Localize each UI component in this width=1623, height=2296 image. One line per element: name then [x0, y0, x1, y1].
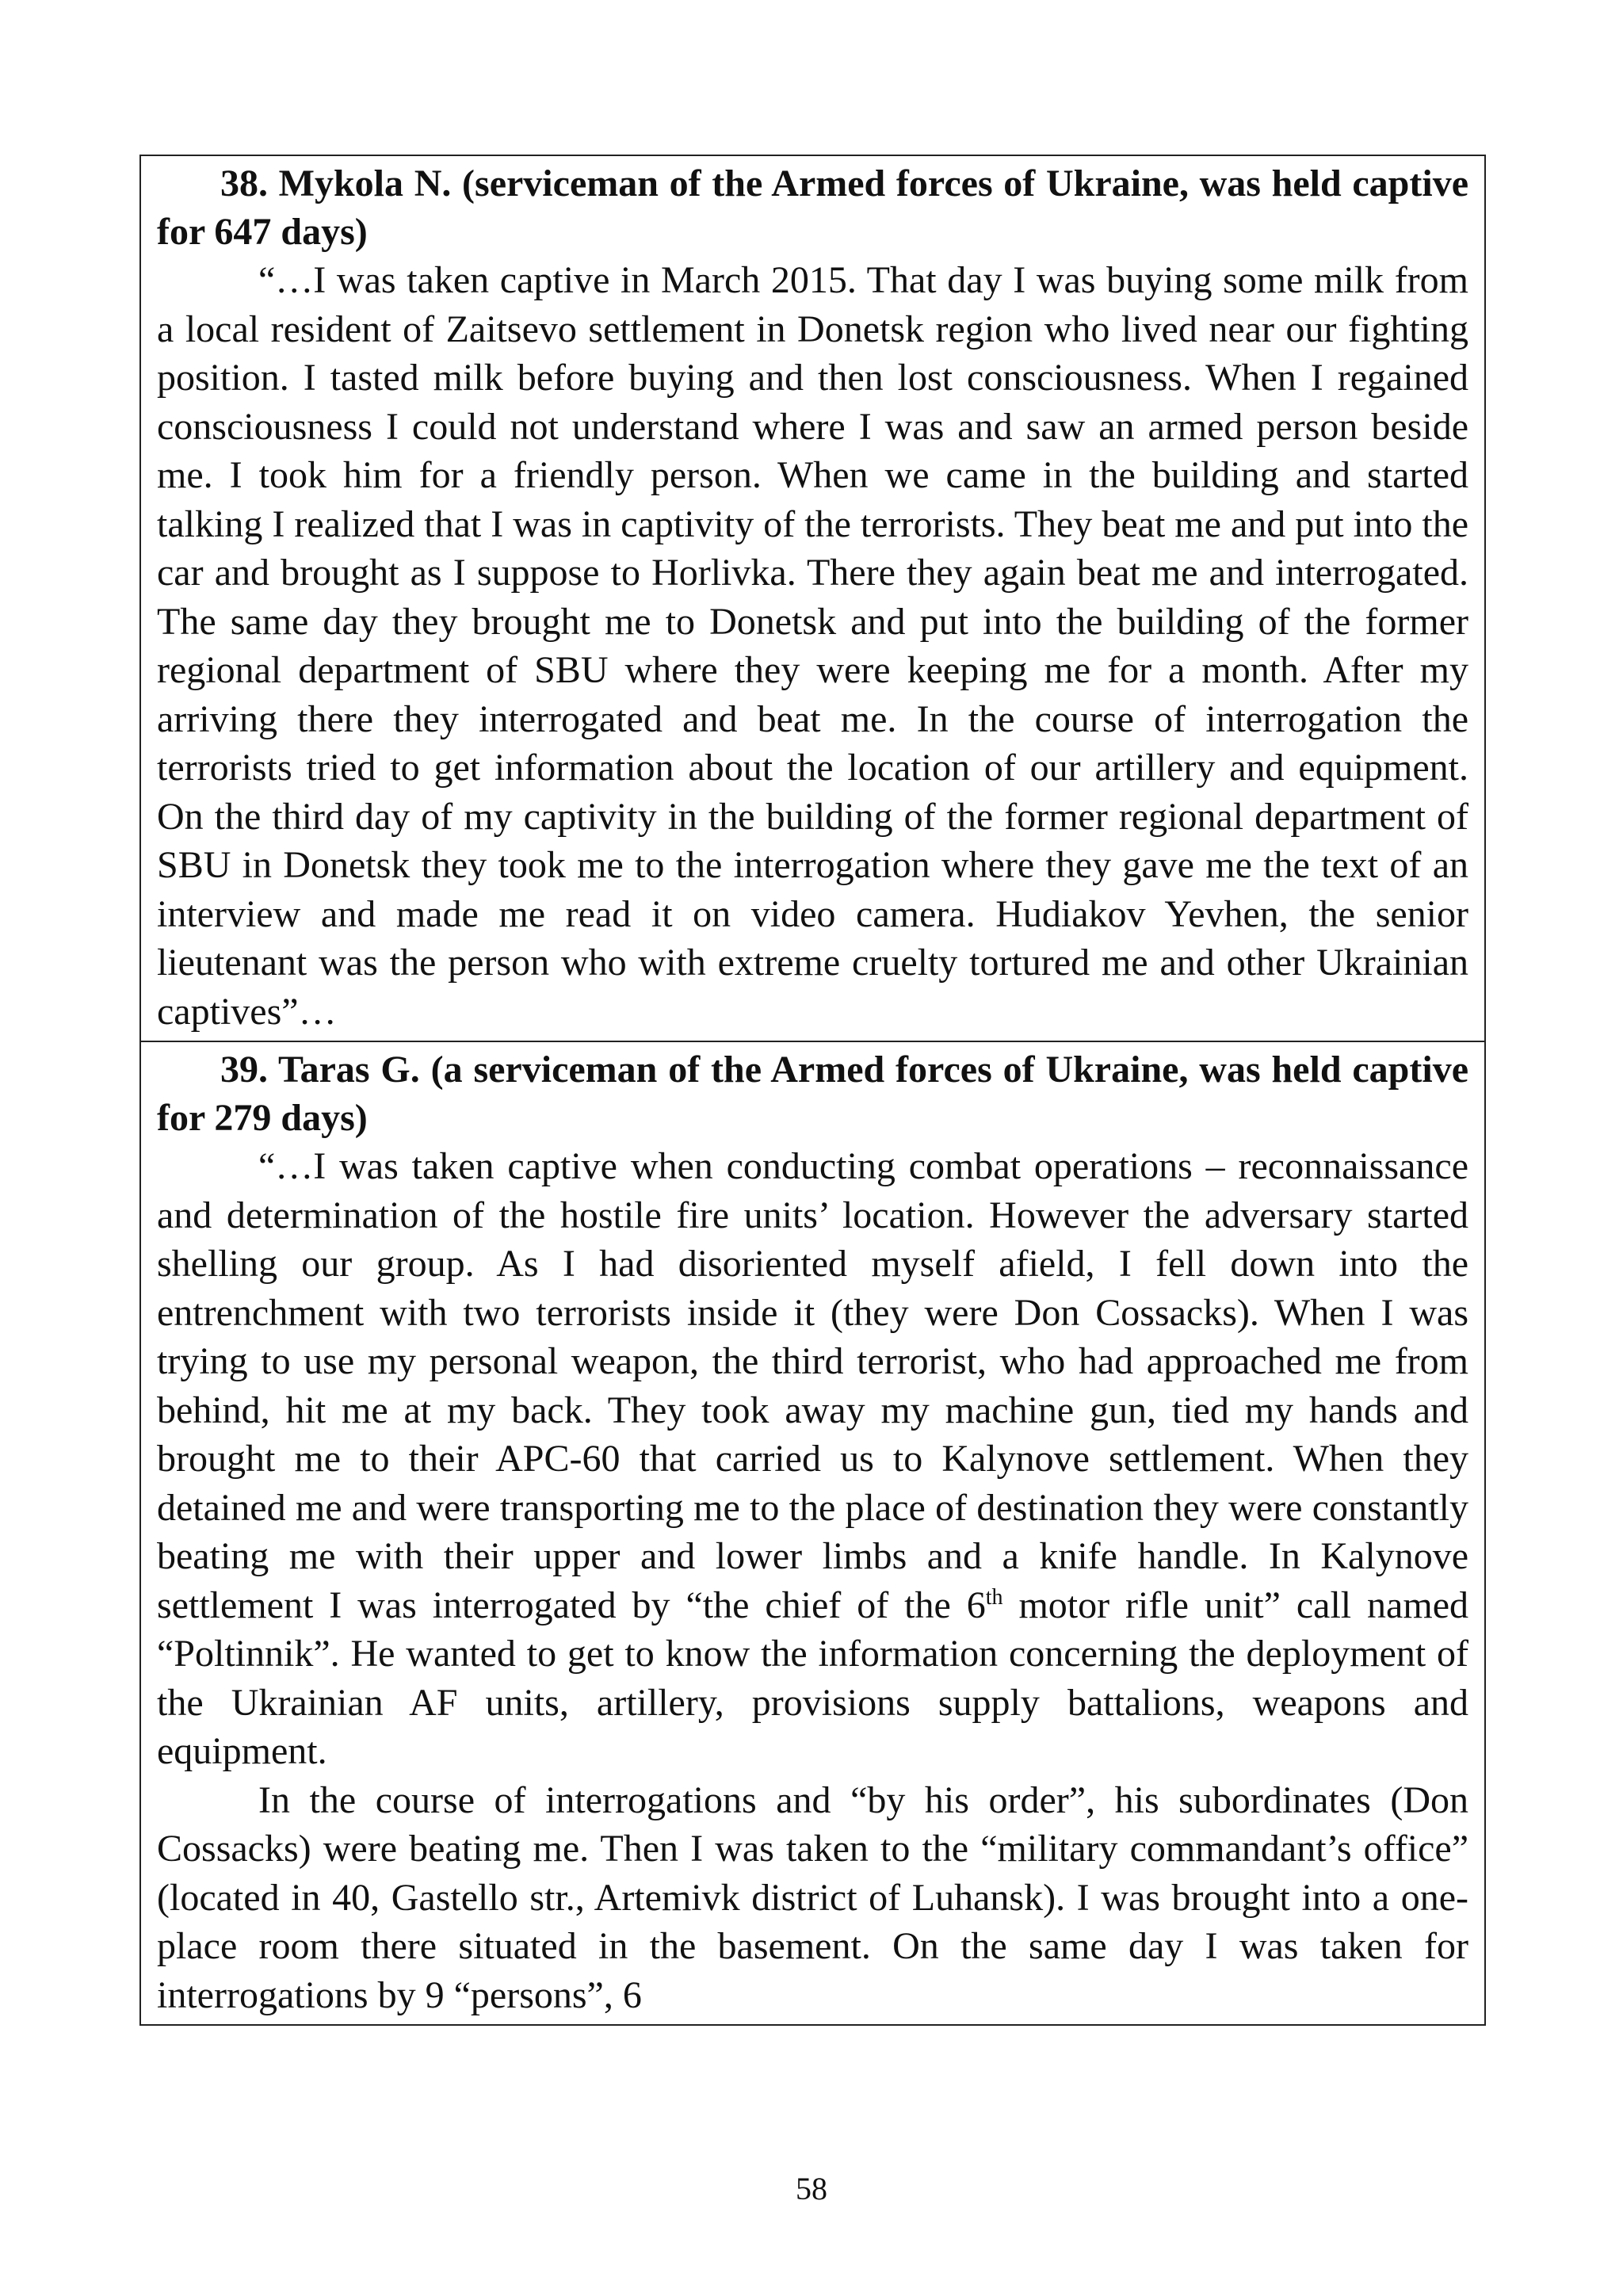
testimony-heading-39: 39. Taras G. (a serviceman of the Armed forces of Ukraine, was held captive for 279 days): [157, 1049, 1468, 1139]
testimony-paragraph-38: “…I was taken captive in March 2015. That day I was buying some milk from a local resident of Zaitsevo settlement in Donetsk region who lived near our fighting position. I tasted milk before buying and then lost consciousness. When I regained consciousness I could not understand where I was and saw an armed person beside me. I took him for a friendly person. When we came in the building and started talking I realized that I was in captivity of the terrorists. They beat me and put into the car and brought as I suppose to Horlivka. There they again beat me and interrogated. The same day they brought me to Donetsk and put into the building of the former regional department of SBU where they were keeping me for a month. After my arriving there they interrogated and beat me. In the course of interrogation the terrorists tried to get information about the location of our artillery and equipment. On the third day of my captivity in the building of the former regional department of SBU in Donetsk they took me to the interrogation where they gave me the text of an interview and made me read it on video camera. Hudiakov Yevhen, the senior lieutenant was the person who with extreme cruelty tortured me and other Ukrainian captives”…: [157, 259, 1468, 1033]
testimony-paragraph-39-2: In the course of interrogations and “by his order”, his subordinates (Don Cossacks) were beating me. Then I was taken to the “military commandant’s office” (located in 40, Gastello str., Artemivk district of Luhansk). I was brought into a one-place room there situated in the basement. On the same day I was taken for interrogations by 9 “persons”, 6: [157, 1778, 1468, 2016]
testimony-heading-38: 38. Mykola N. (serviceman of the Armed forces of Ukraine, was held captive for 647 days): [157, 162, 1468, 253]
testimony-cell-39: [140, 1041, 1485, 2025]
text-after-superscript: motor rifle unit” call named “Poltinnik”. He wanted to get to know the information concerning the deployment of the Ukrainian AF units, artillery, provisions supply battalions, weapons and equipment.: [157, 1584, 1469, 1772]
testimony-row-38: [140, 155, 1485, 1041]
ordinal-superscript: th: [985, 1584, 1003, 1610]
testimony-table: [139, 155, 1486, 2026]
testimony-paragraph-39-1: [157, 1142, 1468, 1776]
page-number: 58: [796, 2171, 827, 2206]
testimony-row-39: [140, 1041, 1485, 2025]
testimony-cell-38: [140, 155, 1485, 1041]
text-before-superscript: “…I was taken captive when conducting combat operations – reconnaissance and determination of the hostile fire units’ location. However the adversary started shelling our group. As I had disoriented myself afield, I fell down into the entrenchment with two terrorists inside it (they were Don Cossacks). When I was trying to use my personal weapon, the third terrorist, who had approached me from behind, hit me at my back. They took away my machine gun, tied my hands and brought me to their APC-60 that carried us to Kalynove settlement. When they detained me and were transporting me to the place of destination they were constantly beating me with their upper and lower limbs and a knife handle. In Kalynove settlement I was interrogated by “the chief of the 6: [157, 1145, 1468, 1626]
